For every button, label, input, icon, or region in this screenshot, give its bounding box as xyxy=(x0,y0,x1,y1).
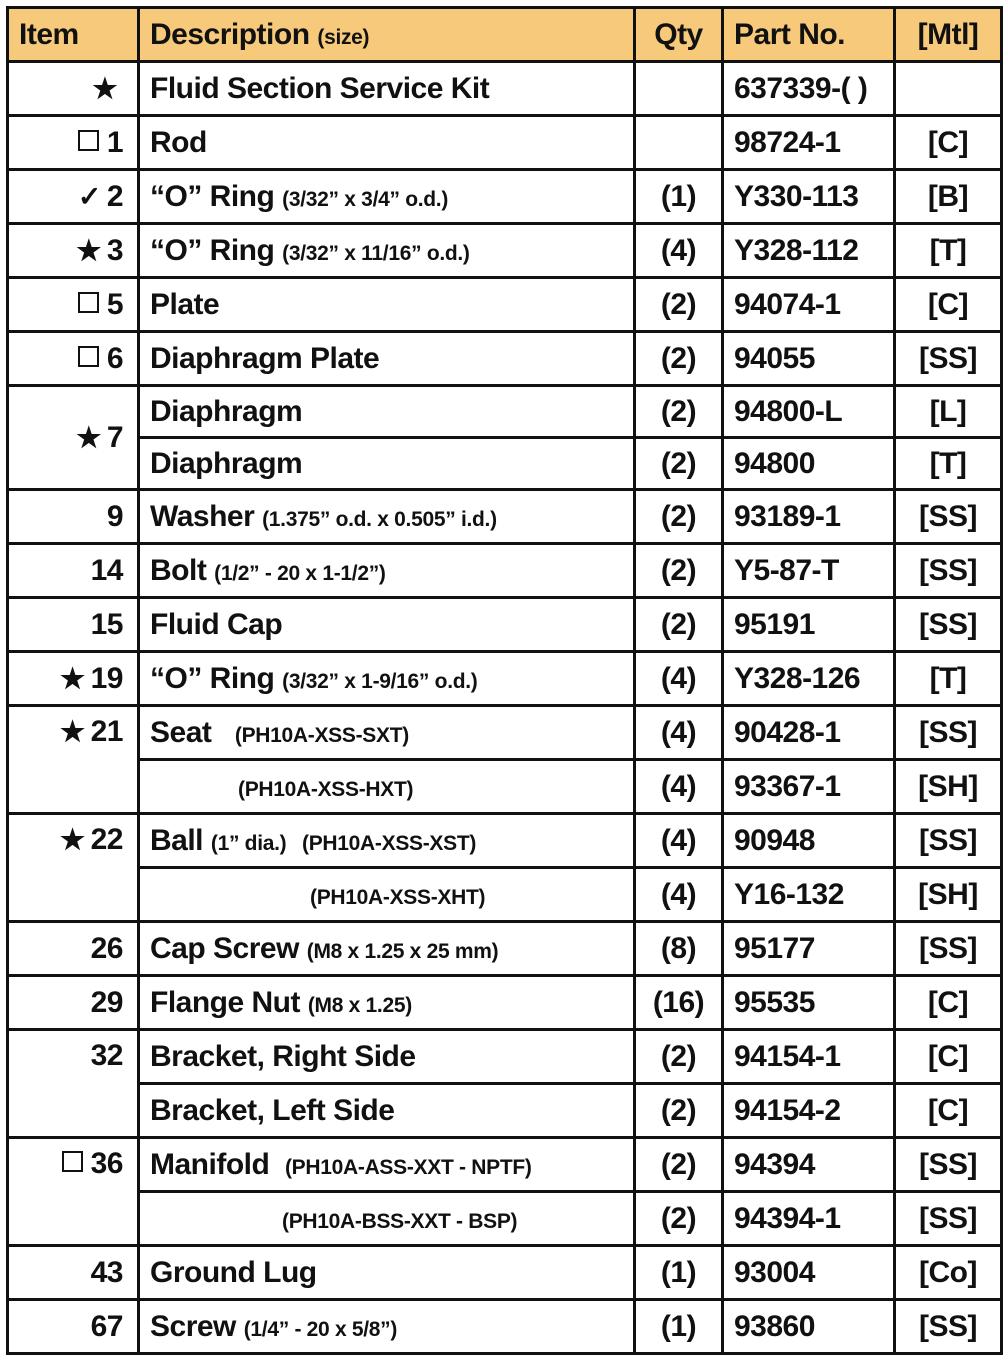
material-cell: [SS] xyxy=(895,922,1002,976)
table-row xyxy=(8,438,1002,490)
size-text: (3/32” x 3/4” o.d.) xyxy=(282,187,449,211)
material-cell: [C] xyxy=(895,1030,1002,1084)
square-icon xyxy=(78,130,99,151)
header-mtl: [Mtl] xyxy=(895,8,1002,62)
size-text: (1” dia.) xyxy=(210,831,287,855)
material-cell: [SS] xyxy=(895,332,1002,386)
part-no-cell: Y330-113 xyxy=(723,170,895,224)
table-row xyxy=(8,760,1002,814)
table-row xyxy=(8,1030,1002,1084)
description-text: Screw xyxy=(150,1309,236,1343)
item-cell: 67 xyxy=(8,1300,139,1354)
check-icon: ✓ xyxy=(77,180,101,212)
header-item: Item xyxy=(8,8,139,62)
part-no-cell: 93860 xyxy=(723,1300,895,1354)
material-cell: [C] xyxy=(895,976,1002,1030)
qty-cell: (2) xyxy=(635,278,723,332)
table-row xyxy=(8,224,1002,278)
size-text: (M8 x 1.25 x 25 mm) xyxy=(306,939,499,963)
table-row xyxy=(8,1300,1002,1354)
part-no-cell: 637339-( ) xyxy=(723,62,895,116)
table-row xyxy=(8,278,1002,332)
part-no-cell: 95191 xyxy=(723,598,895,652)
qty-cell: (4) xyxy=(635,760,723,814)
description-cell xyxy=(139,116,635,170)
description-text: Rod xyxy=(150,125,207,159)
part-no-cell: 94800-L xyxy=(723,386,895,438)
item-cell xyxy=(8,1138,139,1246)
size-text: (3/32” x 1-9/16” o.d.) xyxy=(282,669,478,693)
qty-cell: (2) xyxy=(635,490,723,544)
item-cell xyxy=(8,278,139,332)
table-row xyxy=(8,544,1002,598)
qty-cell: (2) xyxy=(635,598,723,652)
part-no-cell: 95177 xyxy=(723,922,895,976)
part-no-cell: Y328-112 xyxy=(723,224,895,278)
item-cell: 9 xyxy=(8,490,139,544)
description-text: Diaphragm xyxy=(150,446,303,480)
table-row xyxy=(8,490,1002,544)
part-no-cell: 94154-1 xyxy=(723,1030,895,1084)
item-cell: 14 xyxy=(8,544,139,598)
qty-cell: (2) xyxy=(635,438,723,490)
part-no-cell: 93004 xyxy=(723,1246,895,1300)
table-row xyxy=(8,1192,1002,1246)
table-row xyxy=(8,814,1002,868)
material-cell: [SH] xyxy=(895,760,1002,814)
model-text: (PH10A-XSS-HXT) xyxy=(238,777,414,801)
description-text: “O” Ring xyxy=(150,179,275,213)
model-text: (PH10A-BSS-XXT - BSP) xyxy=(282,1209,518,1233)
table-row xyxy=(8,976,1002,1030)
item-number: 1 xyxy=(106,125,123,159)
description-cell xyxy=(139,170,635,224)
item-number: 3 xyxy=(106,233,123,267)
item-number: 6 xyxy=(106,341,123,375)
material-cell: [SS] xyxy=(895,490,1002,544)
qty-cell: (2) xyxy=(635,1030,723,1084)
description-text: Bolt xyxy=(150,553,207,587)
qty-cell: (16) xyxy=(635,976,723,1030)
item-number: 22 xyxy=(90,823,123,856)
material-cell: [T] xyxy=(895,438,1002,490)
description-cell xyxy=(139,278,635,332)
qty-cell: (1) xyxy=(635,1246,723,1300)
item-cell xyxy=(8,706,139,814)
qty-cell: (2) xyxy=(635,1192,723,1246)
qty-cell: (4) xyxy=(635,652,723,706)
header-part-no: Part No. xyxy=(723,8,895,62)
description-text: Bracket, Right Side xyxy=(150,1039,416,1073)
size-text: (1.375” o.d. x 0.505” i.d.) xyxy=(262,507,497,531)
item-cell xyxy=(8,386,139,490)
material-cell: [T] xyxy=(895,652,1002,706)
qty-cell xyxy=(635,62,723,116)
description-cell xyxy=(139,332,635,386)
table-row xyxy=(8,868,1002,922)
item-cell: 26 xyxy=(8,922,139,976)
material-cell: [SS] xyxy=(895,706,1002,760)
description-cell xyxy=(139,760,635,814)
part-no-cell: Y5-87-T xyxy=(723,544,895,598)
item-cell xyxy=(8,62,139,116)
item-number: 5 xyxy=(106,287,123,321)
model-text: (PH10A-XSS-XST) xyxy=(302,831,477,855)
item-number: 36 xyxy=(90,1147,123,1180)
part-no-cell: 90428-1 xyxy=(723,706,895,760)
description-text: Ball xyxy=(150,823,204,857)
material-cell: [SS] xyxy=(895,1192,1002,1246)
description-cell xyxy=(139,1192,635,1246)
part-no-cell: 94074-1 xyxy=(723,278,895,332)
description-text: Diaphragm xyxy=(150,394,303,428)
description-text: Diaphragm Plate xyxy=(150,341,380,375)
material-cell: [C] xyxy=(895,1084,1002,1138)
size-text: (M8 x 1.25) xyxy=(307,993,412,1017)
qty-cell: (8) xyxy=(635,922,723,976)
qty-cell: (4) xyxy=(635,814,723,868)
qty-cell: (2) xyxy=(635,1138,723,1192)
table-row xyxy=(8,170,1002,224)
square-icon xyxy=(78,346,99,367)
material-cell: [B] xyxy=(895,170,1002,224)
part-no-cell: 94154-2 xyxy=(723,1084,895,1138)
qty-cell: (2) xyxy=(635,332,723,386)
square-icon xyxy=(62,1151,83,1172)
part-no-cell: 93367-1 xyxy=(723,760,895,814)
description-text: Fluid Cap xyxy=(150,607,283,641)
table-row xyxy=(8,116,1002,170)
description-text: Ground Lug xyxy=(150,1255,317,1289)
description-cell xyxy=(139,438,635,490)
star-icon: ★ xyxy=(60,716,85,747)
model-text: (PH10A-XSS-SXT) xyxy=(234,723,409,747)
table-row xyxy=(8,652,1002,706)
model-text: (PH10A-XSS-XHT) xyxy=(310,885,486,909)
table-row xyxy=(8,1138,1002,1192)
description-cell xyxy=(139,1084,635,1138)
qty-cell: (4) xyxy=(635,706,723,760)
description-text: Cap Screw xyxy=(150,931,299,965)
parts-table-container xyxy=(6,6,1000,1355)
part-no-cell: 93189-1 xyxy=(723,490,895,544)
size-text: (1/4” - 20 x 5/8”) xyxy=(243,1317,398,1341)
item-cell: 43 xyxy=(8,1246,139,1300)
material-cell: [SH] xyxy=(895,868,1002,922)
model-text: (PH10A-ASS-XXT - NPTF) xyxy=(284,1155,532,1179)
qty-cell: (2) xyxy=(635,544,723,598)
description-cell xyxy=(139,1300,635,1354)
item-number: 19 xyxy=(90,661,123,695)
description-cell xyxy=(139,386,635,438)
material-cell: [SS] xyxy=(895,598,1002,652)
description-cell xyxy=(139,868,635,922)
material-cell: [SS] xyxy=(895,1138,1002,1192)
star-icon: ★ xyxy=(60,824,85,855)
qty-cell xyxy=(635,116,723,170)
material-cell: [SS] xyxy=(895,814,1002,868)
part-no-cell: Y328-126 xyxy=(723,652,895,706)
table-row xyxy=(8,922,1002,976)
description-cell xyxy=(139,976,635,1030)
description-cell xyxy=(139,922,635,976)
material-cell: [C] xyxy=(895,116,1002,170)
description-text: Fluid Section Service Kit xyxy=(150,71,490,105)
item-cell: 29 xyxy=(8,976,139,1030)
star-icon: ★ xyxy=(92,72,117,104)
item-cell xyxy=(8,170,139,224)
material-cell: [SS] xyxy=(895,544,1002,598)
item-number: 2 xyxy=(106,179,123,213)
table-row xyxy=(8,62,1002,116)
description-cell xyxy=(139,62,635,116)
part-no-cell: Y16-132 xyxy=(723,868,895,922)
parts-list-table xyxy=(6,6,1003,1355)
table-row xyxy=(8,598,1002,652)
part-no-cell: 98724-1 xyxy=(723,116,895,170)
table-row xyxy=(8,386,1002,438)
material-cell: [C] xyxy=(895,278,1002,332)
description-cell xyxy=(139,706,635,760)
table-row xyxy=(8,706,1002,760)
description-cell xyxy=(139,814,635,868)
description-cell xyxy=(139,490,635,544)
part-no-cell: 94055 xyxy=(723,332,895,386)
item-cell xyxy=(8,814,139,922)
description-cell xyxy=(139,598,635,652)
part-no-cell: 94800 xyxy=(723,438,895,490)
material-cell xyxy=(895,62,1002,116)
qty-cell: (1) xyxy=(635,170,723,224)
item-number: 21 xyxy=(90,715,123,748)
qty-cell: (4) xyxy=(635,224,723,278)
item-number: 32 xyxy=(90,1039,123,1072)
qty-cell: (2) xyxy=(635,1084,723,1138)
part-no-cell: 94394-1 xyxy=(723,1192,895,1246)
item-cell: 15 xyxy=(8,598,139,652)
description-cell xyxy=(139,544,635,598)
material-cell: [T] xyxy=(895,224,1002,278)
description-cell xyxy=(139,224,635,278)
star-icon: ★ xyxy=(76,421,101,453)
item-cell xyxy=(8,224,139,278)
star-icon: ★ xyxy=(60,662,85,694)
description-cell xyxy=(139,1138,635,1192)
description-cell xyxy=(139,1246,635,1300)
description-text: Bracket, Left Side xyxy=(150,1093,395,1127)
part-no-cell: 90948 xyxy=(723,814,895,868)
description-cell xyxy=(139,1030,635,1084)
qty-cell: (1) xyxy=(635,1300,723,1354)
description-text: “O” Ring xyxy=(150,661,275,695)
table-row xyxy=(8,1084,1002,1138)
description-text: Plate xyxy=(150,287,220,321)
qty-cell: (4) xyxy=(635,868,723,922)
item-cell xyxy=(8,652,139,706)
table-header-row xyxy=(8,8,1002,62)
part-no-cell: 95535 xyxy=(723,976,895,1030)
header-description xyxy=(139,8,635,62)
header-size-label: (size) xyxy=(317,25,370,49)
size-text: (1/2” - 20 x 1-1/2”) xyxy=(214,561,386,585)
description-text: Seat xyxy=(150,715,212,749)
item-cell xyxy=(8,116,139,170)
size-text: (3/32” x 11/16” o.d.) xyxy=(282,241,470,265)
description-text: Manifold xyxy=(150,1147,270,1181)
description-text: “O” Ring xyxy=(150,233,275,267)
table-row xyxy=(8,332,1002,386)
star-icon: ★ xyxy=(76,234,101,266)
qty-cell: (2) xyxy=(635,386,723,438)
description-cell xyxy=(139,652,635,706)
square-icon xyxy=(78,292,99,313)
material-cell: [L] xyxy=(895,386,1002,438)
description-text: Flange Nut xyxy=(150,985,300,1019)
item-cell xyxy=(8,332,139,386)
header-qty: Qty xyxy=(635,8,723,62)
header-description-label: Description xyxy=(150,17,310,51)
item-number: 7 xyxy=(106,420,123,454)
material-cell: [Co] xyxy=(895,1246,1002,1300)
description-text: Washer xyxy=(150,499,255,533)
item-cell xyxy=(8,1030,139,1138)
part-no-cell: 94394 xyxy=(723,1138,895,1192)
table-row xyxy=(8,1246,1002,1300)
material-cell: [SS] xyxy=(895,1300,1002,1354)
